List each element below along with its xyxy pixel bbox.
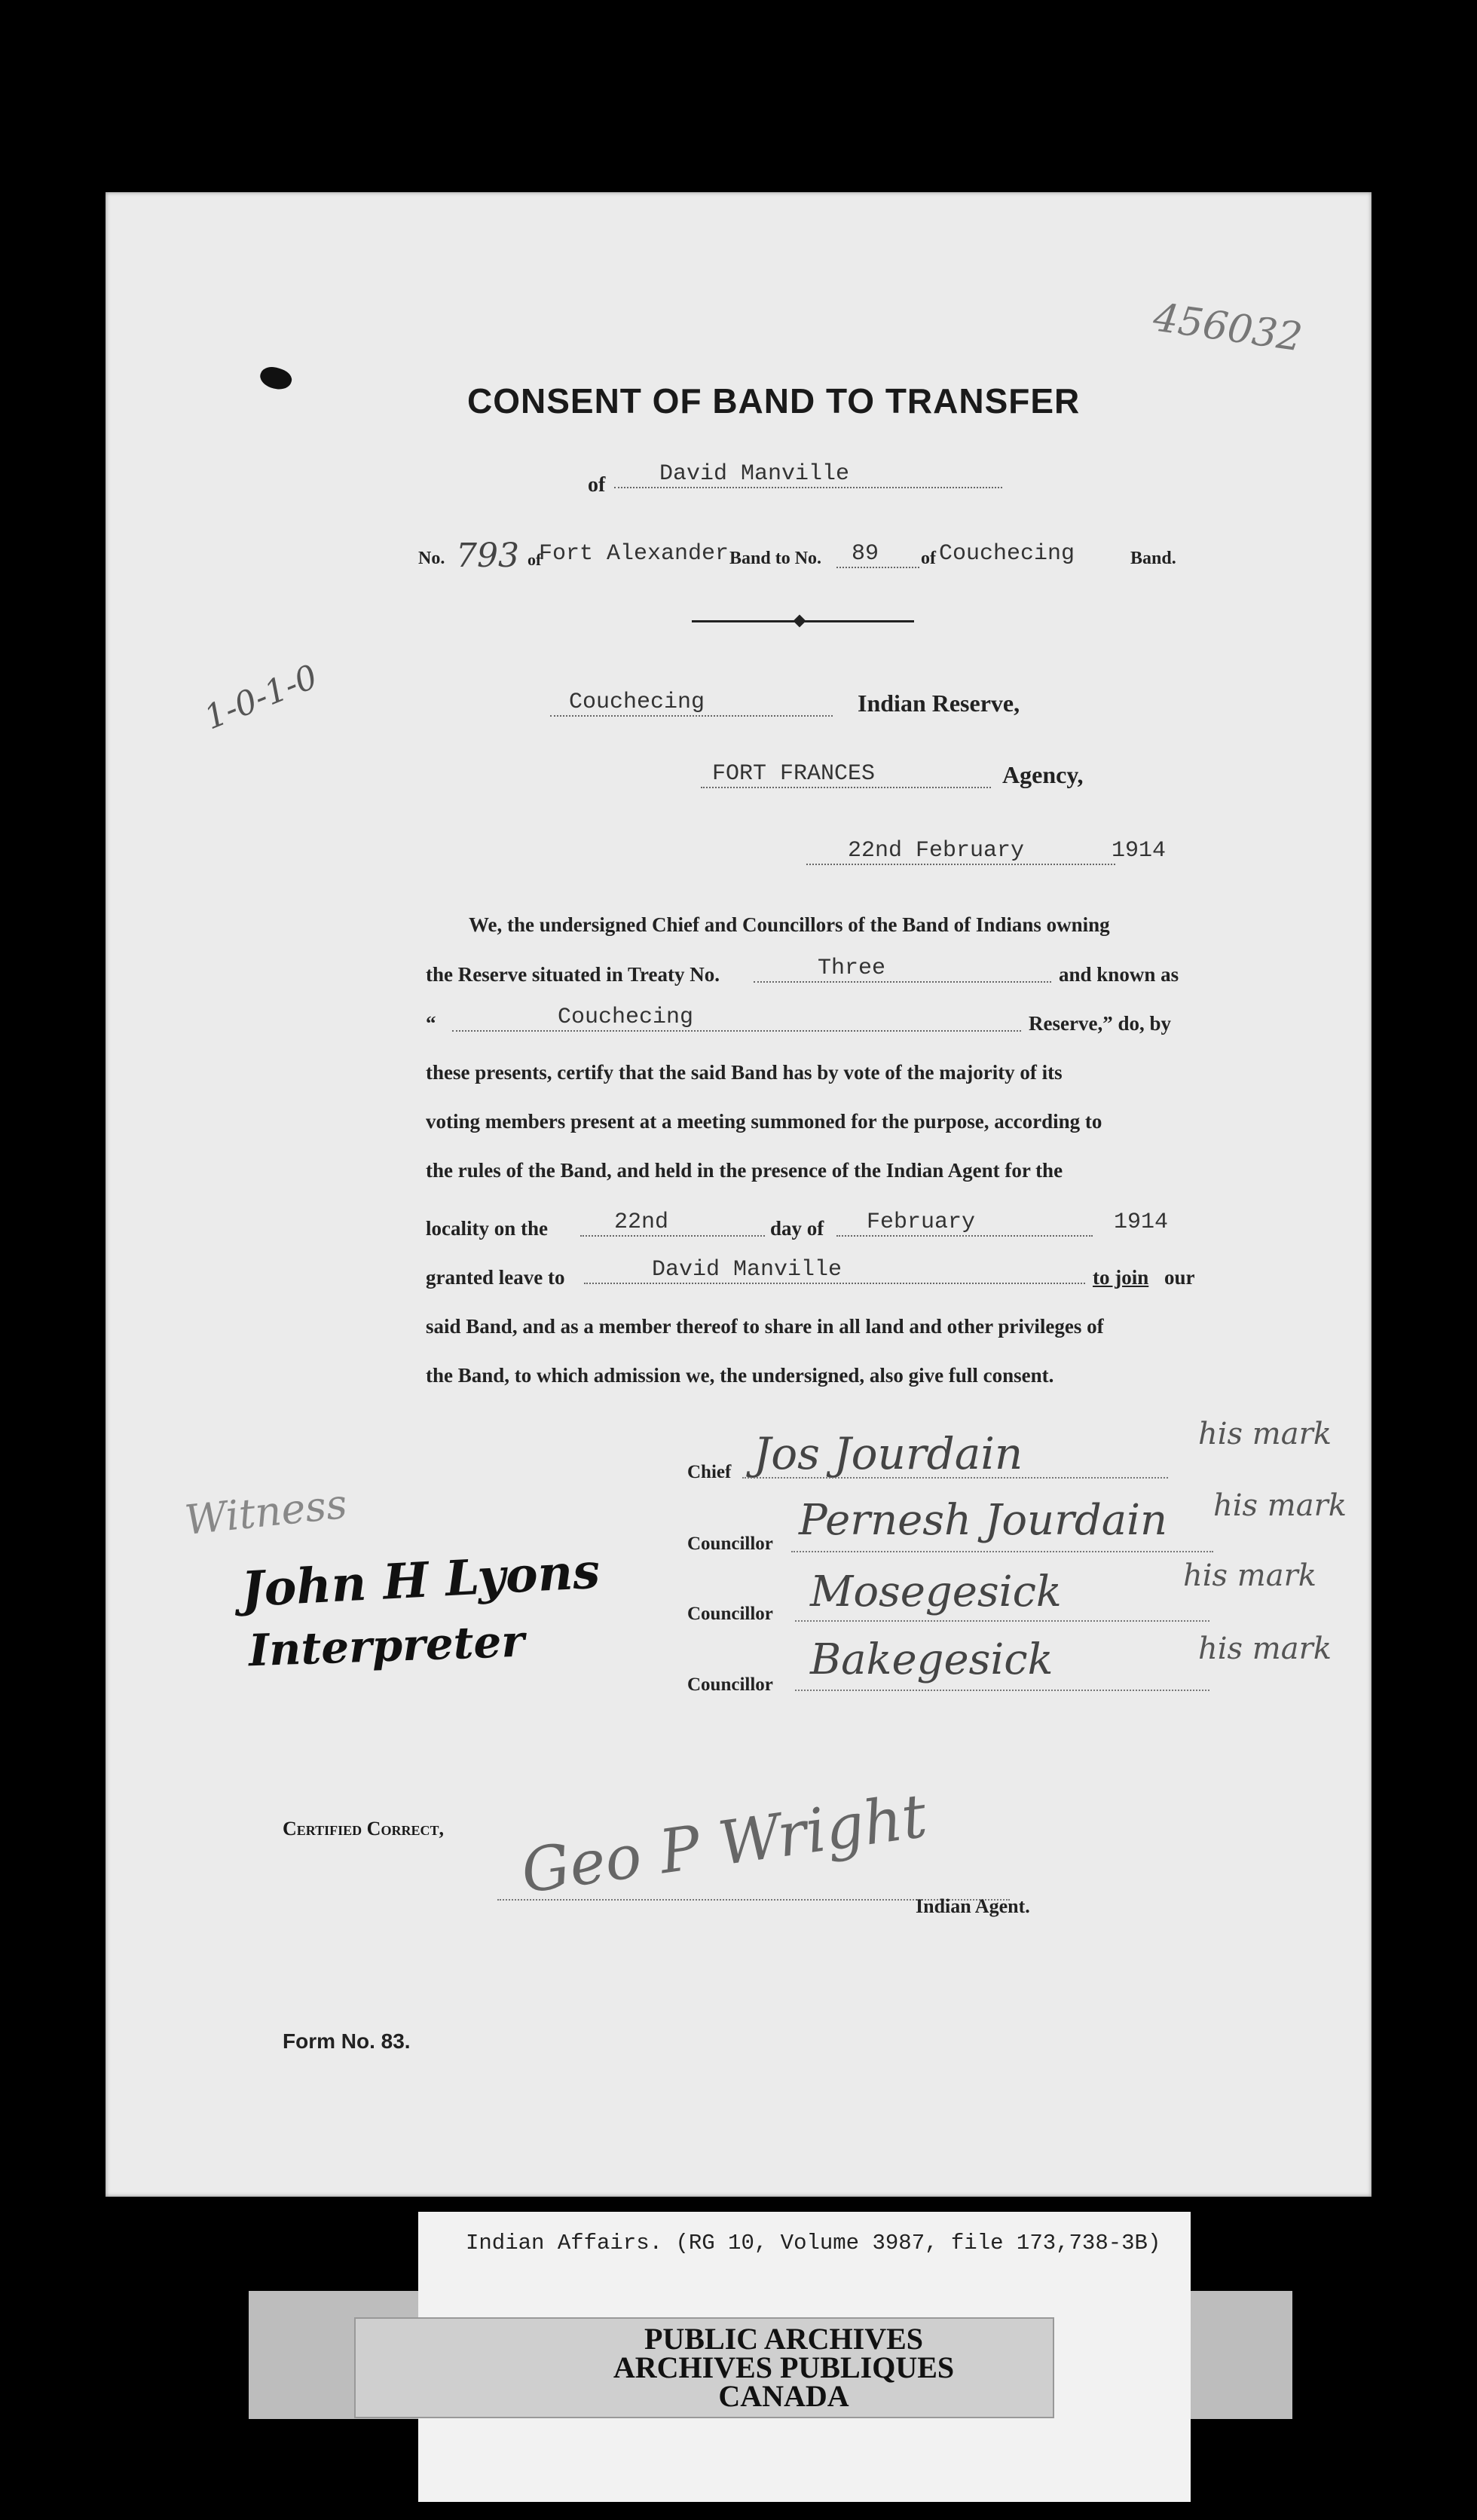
public-archives-stamp xyxy=(494,2322,1074,2413)
body-line-3-quote: “ xyxy=(426,1012,436,1035)
body-line-7a: locality on the xyxy=(426,1217,548,1240)
of3-label: of xyxy=(921,549,936,568)
councillor-2-signature: Mosegesick xyxy=(810,1567,1062,1616)
councillor-3-his-mark: his mark xyxy=(1198,1632,1332,1666)
meeting-day-text: 22nd xyxy=(614,1210,669,1235)
body-line-3b: Reserve,” do, by xyxy=(1029,1012,1171,1035)
councillor-3-signature: Bakegesick xyxy=(810,1635,1053,1684)
indian-reserve-label: Indian Reserve, xyxy=(858,690,1020,717)
meeting-year: 1914 xyxy=(1114,1210,1169,1235)
certified-label: Certified Correct, xyxy=(283,1818,444,1840)
from-number: 793 xyxy=(456,537,519,575)
document-title: CONSENT OF BAND TO TRANSFER xyxy=(467,381,1081,421)
of2-label: of xyxy=(528,550,542,569)
councillor-3-label: Councillor xyxy=(687,1674,773,1695)
document-paper xyxy=(106,192,1372,2197)
witness-name: John H Lyons xyxy=(240,1543,601,1619)
body-line-5: voting members present at a meeting summoned for the purpose, according to xyxy=(426,1110,1102,1133)
to-number xyxy=(836,541,919,568)
councillor-2-his-mark: his mark xyxy=(1183,1558,1316,1593)
date-day-month: 22nd February xyxy=(848,838,1025,864)
band-label: Band. xyxy=(1130,549,1176,568)
band-to-label: Band to No. xyxy=(729,549,822,568)
body-line-9: said Band, and as a member thereof to share in all land and other privileges of xyxy=(426,1315,1104,1338)
reserve-name xyxy=(550,690,833,717)
body-line-8a: granted leave to xyxy=(426,1266,565,1289)
document-date xyxy=(806,838,1115,865)
witness-role: Interpreter xyxy=(247,1615,525,1677)
form-number: Form No. 83. xyxy=(283,2029,411,2053)
councillor-2-label: Councillor xyxy=(687,1604,773,1624)
councillor-3-line xyxy=(795,1690,1209,1691)
of-label: of xyxy=(588,473,606,497)
margin-note: 1-0-1-0 xyxy=(199,657,323,738)
agency-name-text: FORT FRANCES xyxy=(712,761,876,787)
stamp-line-3: CANADA xyxy=(718,2379,849,2413)
meeting-month xyxy=(836,1210,1093,1237)
treaty-number xyxy=(754,956,1051,983)
transferee-name xyxy=(614,461,1002,488)
reserve-known xyxy=(452,1005,1021,1032)
indian-agent-label: Indian Agent. xyxy=(916,1895,1030,1917)
body-line-6: the rules of the Band, and held in the presence of the Indian Agent for the xyxy=(426,1159,1063,1182)
to-band: Couchecing xyxy=(939,541,1075,567)
body-line-8c: our xyxy=(1164,1266,1195,1289)
meeting-day xyxy=(580,1210,765,1237)
date-year: 1914 xyxy=(1112,838,1167,864)
chief-his-mark: his mark xyxy=(1198,1417,1332,1451)
meeting-month-text: February xyxy=(867,1210,976,1235)
stamp-line-1: PUBLIC ARCHIVES xyxy=(644,2322,924,2356)
councillor-1-line xyxy=(791,1551,1213,1552)
body-line-10: the Band, to which admission we, the undersigned, also give full consent. xyxy=(426,1364,1054,1387)
reserve-known-text: Couchecing xyxy=(558,1005,694,1030)
granted-to xyxy=(584,1257,1085,1284)
councillor-1-his-mark: his mark xyxy=(1213,1488,1347,1523)
councillor-1-signature: Pernesh Jourdain xyxy=(799,1496,1168,1545)
body-line-4: these presents, certify that the said Band has by vote of the majority of its xyxy=(426,1061,1063,1084)
body-line-1: We, the undersigned Chief and Councillors of the Band of Indians owning xyxy=(469,913,1110,936)
agency-name xyxy=(701,761,991,788)
councillor-2-line xyxy=(795,1620,1209,1622)
treaty-number-text: Three xyxy=(818,956,886,981)
chief-label: Chief xyxy=(687,1462,732,1482)
from-band: Fort Alexander xyxy=(539,541,729,567)
chief-signature: Jos Jourdain xyxy=(754,1428,1023,1479)
to-number-text: 89 xyxy=(852,541,879,567)
body-line-7b: day of xyxy=(770,1217,824,1240)
witness-label: Witness xyxy=(182,1479,350,1545)
chief-line xyxy=(742,1477,1168,1479)
councillor-1-label: Councillor xyxy=(687,1534,773,1554)
body-line-8b: to join xyxy=(1093,1266,1149,1289)
transferee-name-text: David Manville xyxy=(659,461,850,487)
granted-to-text: David Manville xyxy=(652,1257,842,1283)
reserve-name-text: Couchecing xyxy=(569,690,705,715)
archive-reference: Indian Affairs. (RG 10, Volume 3987, file 173,738-3B) xyxy=(466,2231,1161,2255)
no-label: No. xyxy=(418,549,445,568)
agency-label: Agency, xyxy=(1002,761,1084,788)
body-line-2a: the Reserve situated in Treaty No. xyxy=(426,963,720,986)
agent-signature: Geo P Wright xyxy=(517,1780,931,1907)
body-line-2b: and known as xyxy=(1059,963,1179,986)
stamp-line-2: ARCHIVES PUBLIQUES xyxy=(613,2350,955,2384)
archive-number: 456032 xyxy=(1150,295,1305,361)
